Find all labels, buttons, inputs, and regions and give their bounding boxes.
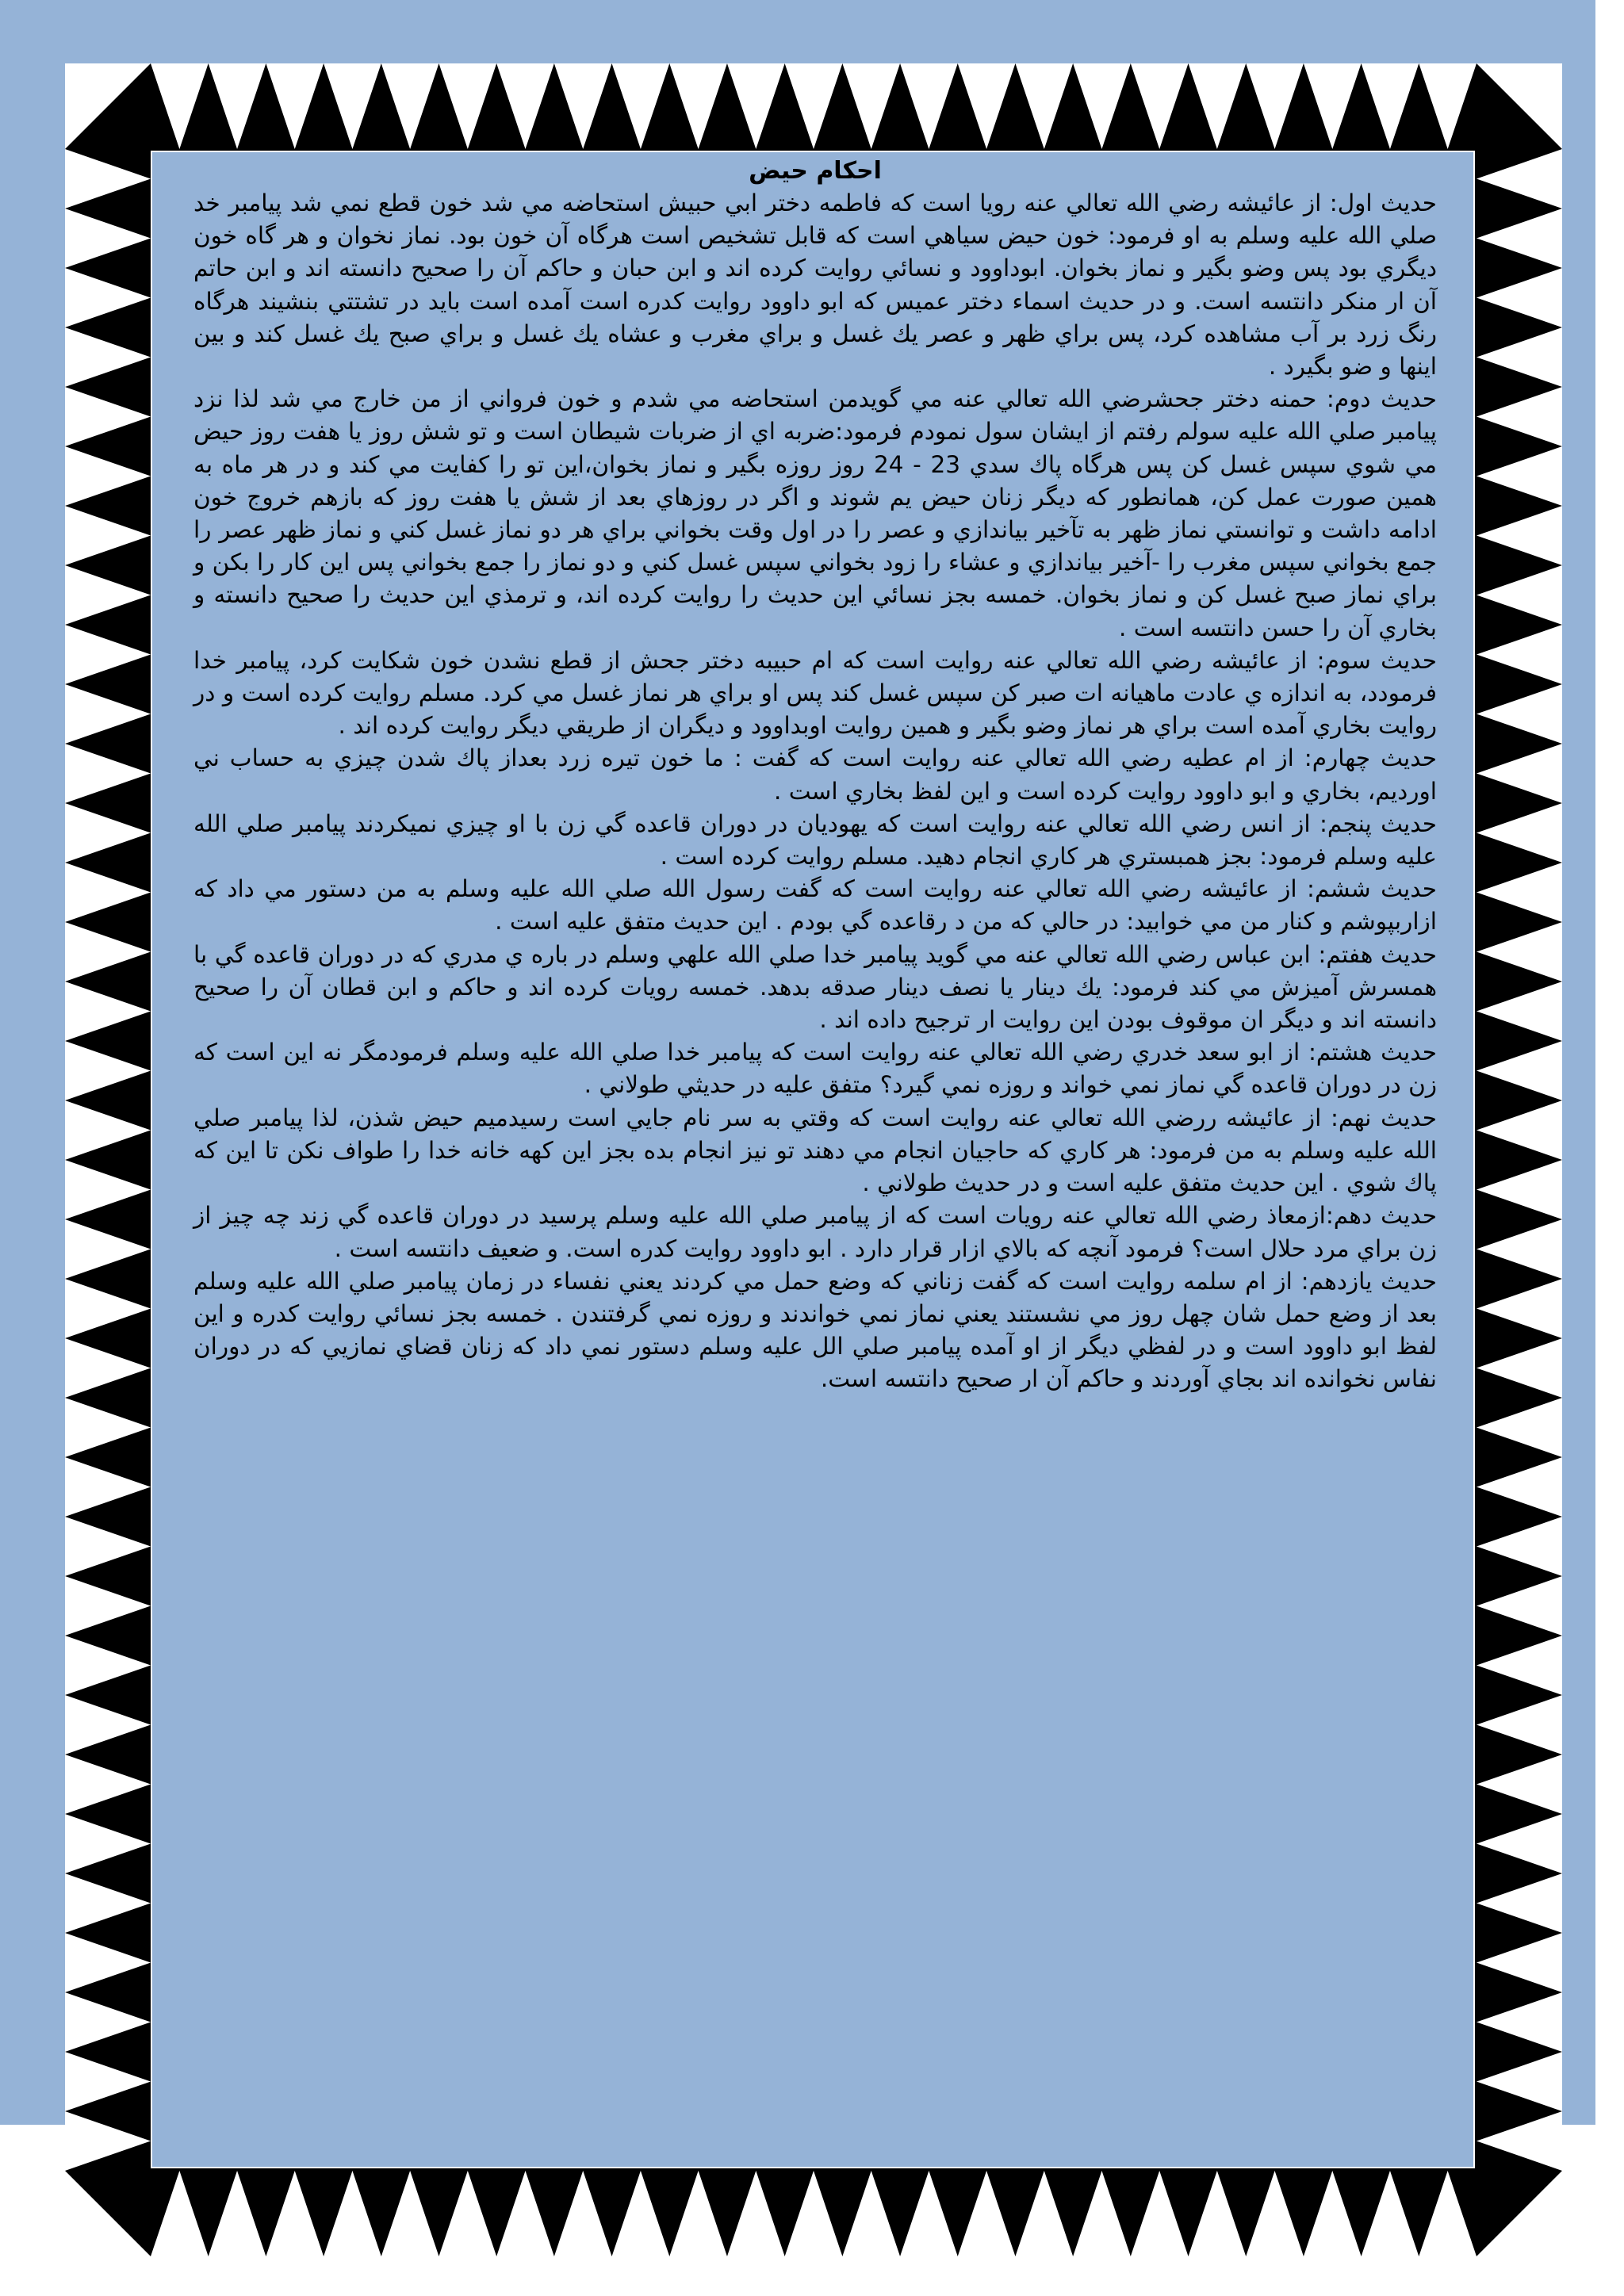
hadith-paragraph-8: حديث هشتم: از ابو سعد خدري رضي الله تعالي عنه روايت است كه پيامبر خدا صلي الله عليه وسلم فرمودمگر نه اين است كه زن در دوران قاعده گي نماز نمي خواند و روزه نمي گيرد؟ متفق عليه در حديثي طولاني . — [193, 1039, 1437, 1099]
hadith-paragraph-4: حديث چهارم: از ام عطيه رضي الله تعالي عنه روايت است كه گفت : ما خون تيره زرد بعداز پاك شدن چيزي به حساب ني اورديم، بخاري و ابو داوود روايت كرده است و اين لفظ بخاري است . — [193, 744, 1437, 805]
document-title: احكام حيض — [749, 157, 882, 185]
hadith-paragraph-5: حديث پنجم: از انس رضي الله تعالي عنه روايت است كه يهوديان در دوران قاعده گي زن با او چيزي نميكردند پيامبر صلي الله عليه وسلم فرمود: بجز همبستري هر كاري انجام دهيد. مسلم روايت كرده است . — [193, 809, 1437, 871]
hadith-paragraph-11: حديث يازدهم: از ام سلمه روايت است كه گفت زناني كه وضع حمل مي كردند يعني نفساء در زمان پيامبر صلي الله عليه وسلم بعد از وضع حمل شان چهل روز مي نشستند يعني نماز نمي خواندند و روزه نمي گرفتندن . خمسه بجز نسائي روايت كدره و اين لفظ ابو داوود است و در لفظي ديگر از او آمده پيامبر صلي الل عليه وسلم دستور نمي داد كه زنان قضاي نمازيي كه در دوران نفاس نخوانده اند بجاي آوردند و حاكم آن ار صحيح دانتسه است. — [193, 1267, 1437, 1393]
hadith-paragraph-9: حديث نهم: از عائيشه ررضي الله تعالي عنه روايت است كه وقتي به سر نام جايي است رسيدميم حيض شذن، لذا پيامبر صلي الله عليه وسلم به من فرمود: هر كاري كه حاجيان انجام مي دهند تو نيز انجام بده بجز اين كهه خانه خدا را طواف نكن تا اين كه پاك شوي . اين حديث متفق عليه است و در حديث طولاني . — [193, 1104, 1437, 1197]
hadith-paragraph-2: حديث دوم: حمنه دختر جحشرضي الله تعالي عنه مي گويدمن استحاضه مي شدم و خون فرواني از من خارج مي شد لذا نزد پيامبر صلي الله عليه سولم رفتم از ايشان سول نمودم فرمود:ضربه اي از ضربات شيطان است و تو شش روز يا هفت روز حيض مي شوي سپس غسل كن پس هرگاه پاك سدي 23 - 24 روز روزه بگير و نماز بخوان،اين تو را كفايت مي كند و در هر ماه به همين صورت عمل كن، همانطور كه ديگر زنان حيض يم شوند و اگر در روزهاي بعد از شش يا هفت روز كه بازهم خروج خون ادامه داشت و توانستي نماز ظهر به تآخير بياندازي و عصر را در اول وقت بخواني براي هر دو نماز غسل كني و نماز ظهر عصر را جمع بخواني سپس مغرب را -آخير بياندازي و عشاء را زود بخواني سپس غسل كني و دو نماز را جمع بخواني پس اين كار را بكن و براي نماز صبح غسل كن و نماز بخوان. خمسه بجز نسائي اين حديث را روايت كرده اند، و ترمذي اين حديث را صحيح دانسته و بخاري آن را حسن دانتسه است . — [193, 385, 1437, 641]
hadith-paragraph-10: حديث دهم:ازمعاذ رضي الله تعالي عنه رويات است كه از پيامبر صلي الله عليه وسلم پرسيد در دوران قاعده گي زند چه چيز از زن براي مرد حلال است؟ فرمود آنچه كه بالاي ازار قرار دارد . ابو داوود روايت كدره است. و ضعيف دانتسه است . — [193, 1202, 1437, 1262]
document-body — [193, 155, 1437, 1396]
hadith-paragraph-6: حديث ششم: از عائيشه رضي الله تعالي عنه روايت است كه گفت رسول الله صلي الله عليه وسلم به من دستور مي داد كه ازاربپوشم و كنار من مي خوابيد: در حالي كه من د رقاعده گي بودم . اين حديث متفق عليه است . — [193, 875, 1437, 936]
hadith-paragraph-1: حديث اول: از عائيشه رضي الله تعالي عنه رويا است كه فاطمه دختر ابي حبيش استحاضه مي شد خون قطع نمي شد پيامبر خد صلي الله عليه وسلم به او فرمود: خون حيض سياهي است كه قابل تشخيص است هرگاه آن خون بود. نماز نخوان و هر گاه خون ديگري بود پس وضو بگير و نماز بخوان. ابوداوود و نسائي روايت كرده اند و ابن حبان و حاكم آن را صحيح دانسته اند و ابن حاتم آن ار منكر دانتسه است. و در حديث اسماء دختر عميس كه ابو داوود روايت كدره است آمده است بايد در تشتتي بنشيند هرگاه رنگ زرد بر آب مشاهده كرد، پس براي ظهر و عصر يك غسل و براي مغرب و عشاه يك غسل و براي صبح يك غسل كند و بين اينها و ضو بگيرد . — [193, 189, 1437, 381]
hadith-paragraph-7: حديث هفتم: ابن عباس رضي الله تعالي عنه مي گويد پيامبر خدا صلي الله علهي وسلم در باره ي مدري كه در دوران قاعده گي با همسرش آميزش مي كند فرمود: يك دينار يا نصف دينار صدقه بدهد. خمسه رويات كرده اند و حاكم و ابن قطان آن را صحيح دانسته اند و ديگر ان موقوف بودن اين روايت ار ترجيح داده اند . — [193, 940, 1437, 1034]
hadith-paragraph-3: حديث سوم: از عائيشه رضي الله تعالي عنه روايت است كه ام حبيبه دختر جحش از قطع نشدن خون شكايت كرد، پيامبر خدا فرمودد، به اندازه ي عادت ماهيانه ات صبر كن سپس غسل كند پس او براي هر نماز غسل مي كرد. مسلم روايت كرده است و در روايت بخاري آمده است براي هر نماز وضو بگير و همين روايت اوبداوود و ديگران از طريقي ديگر روايت كرده اند . — [193, 646, 1437, 740]
